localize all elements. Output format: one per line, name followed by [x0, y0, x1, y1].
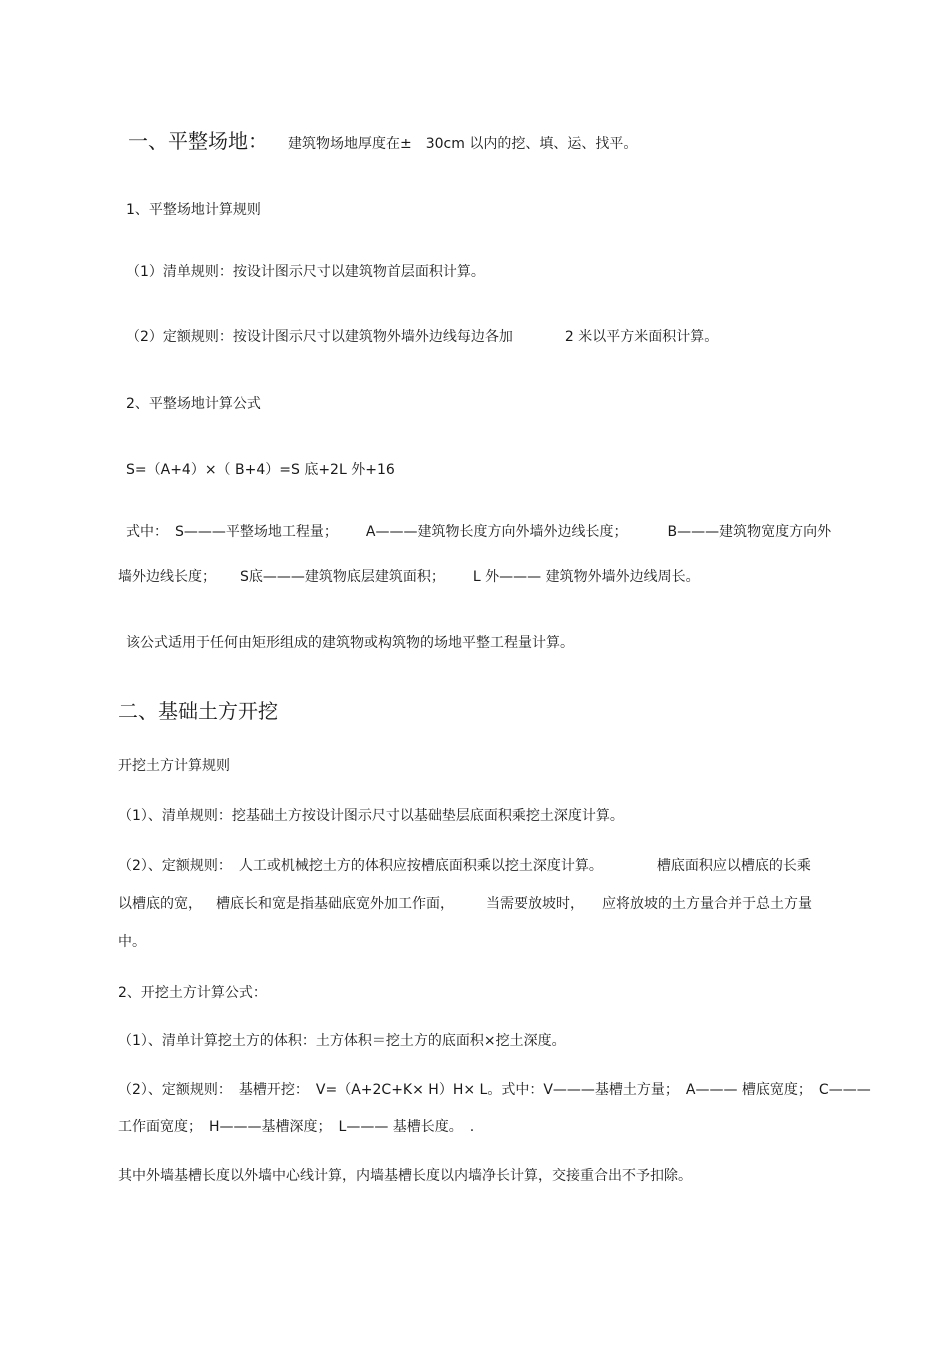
section1-def-b: A———建筑物长度方向外墙外边线长度；	[365, 524, 628, 540]
section2-rules-heading: 开挖土方计算规则	[118, 758, 230, 774]
section1-def-d: 墙外边线长度；	[118, 569, 216, 585]
section2-rule2-f: 应将放坡的土方量合并于总土方量	[602, 896, 812, 912]
section1-title-line	[128, 128, 637, 157]
section2-note: 其中外墙基槽长度以外墙中心线计算，内墙基槽长度以内墙净长计算，交接重合出不予扣除。	[118, 1168, 692, 1184]
section1-note: 该公式适用于任何由矩形组成的建筑物或构筑物的场地平整工程量计算。	[126, 635, 574, 651]
section1-rules-heading: 1、平整场地计算规则	[126, 202, 261, 218]
section2-formula1: （1）、清单计算挖土方的体积：土方体积＝挖土方的底面积×挖土深度。	[118, 1033, 566, 1049]
section2-rule2-line2	[118, 894, 812, 914]
section1-def-f: L 外——— 建筑物外墙外边线周长。	[472, 569, 700, 585]
section2-formula2-line1: （2）、定额规则： 基槽开挖： V=（A+2C+K× H）H× L。式中：V———基槽土方量； A——— 槽底宽度； C———	[118, 1082, 871, 1098]
section1-rule2-a: （2）定额规则：按设计图示尺寸以建筑物外墙外边线每边各加	[126, 329, 513, 345]
section2-formula2-line2: 工作面宽度； H———基槽深度； L——— 基槽长度。 .	[118, 1119, 475, 1135]
section1-def-c: B———建筑物宽度方向外	[667, 524, 832, 540]
section1-definitions-line2	[118, 567, 700, 587]
section2-rule2-a: （2）、定额规则： 人工或机械挖土方的体积应按槽底面积乘以挖土深度计算。	[118, 858, 603, 874]
section1-rule2-line	[126, 327, 718, 347]
section1-def-a: 式中： S———平整场地工程量；	[126, 524, 338, 540]
section1-title: 一、平整场地：	[128, 129, 268, 153]
section1-definitions-line1	[126, 522, 831, 542]
section2-rule2-c: 以槽底的宽，	[118, 896, 202, 912]
section1-formula: S=（A+4）×（ B+4）=S 底+2L 外+16	[126, 462, 395, 478]
section2-rule2-e: 当需要放坡时，	[486, 896, 584, 912]
section1-title-desc: 建筑物场地厚度在± 30cm 以内的挖、填、运、找平。	[288, 136, 638, 152]
section2-rule2-d: 槽底长和宽是指基础底宽外加工作面，	[216, 896, 454, 912]
section2-rule2-b: 槽底面积应以槽底的长乘	[656, 858, 811, 874]
section2-formula-heading: 2、开挖土方计算公式：	[118, 985, 267, 1001]
section2-rule2-line1	[118, 856, 811, 876]
section1-rule2-b: 2 米以平方米面积计算。	[564, 329, 719, 345]
section2-rule1: （1）、清单规则：挖基础土方按设计图示尺寸以基础垫层底面积乘挖土深度计算。	[118, 808, 624, 824]
section2-title: 二、基础土方开挖	[118, 699, 278, 723]
section2-rule2-line3: 中。	[118, 934, 146, 950]
section1-rule1: （1）清单规则：按设计图示尺寸以建筑物首层面积计算。	[126, 264, 485, 280]
section1-def-e: S底———建筑物底层建筑面积；	[240, 569, 445, 585]
section1-formula-heading: 2、平整场地计算公式	[126, 396, 261, 412]
